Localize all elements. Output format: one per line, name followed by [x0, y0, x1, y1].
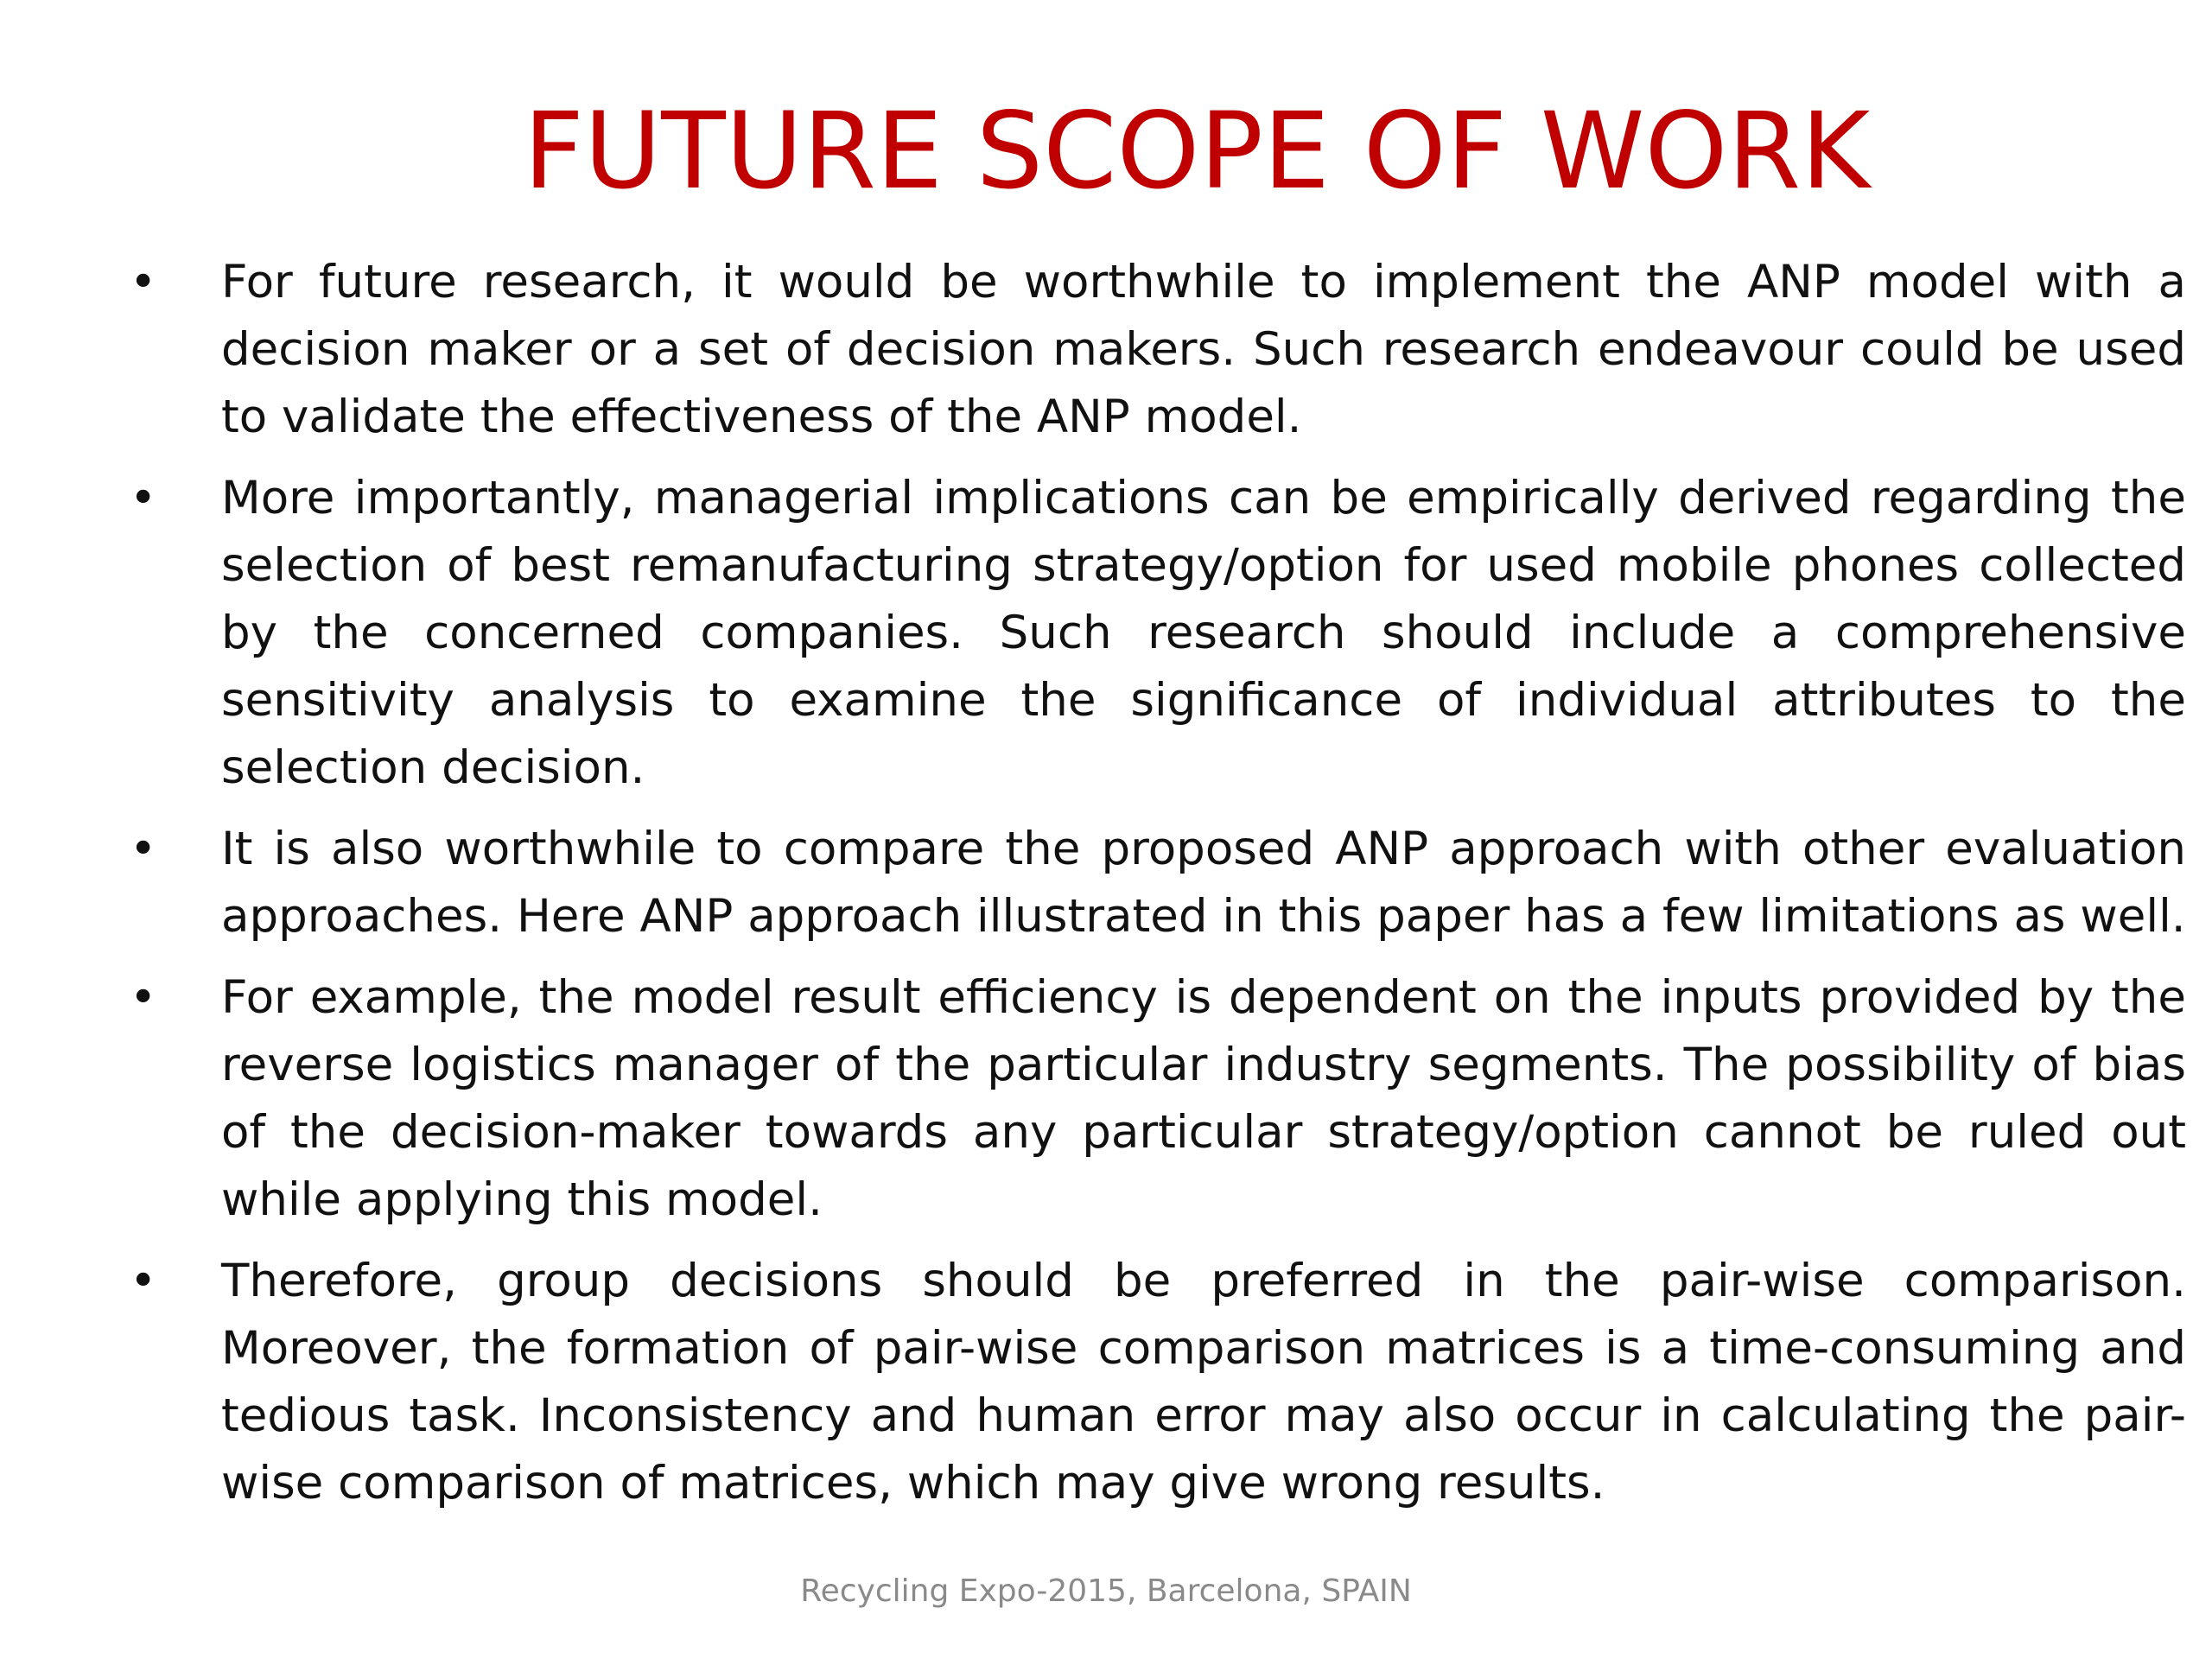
bullet-dot-icon: • — [130, 971, 157, 1024]
title-container — [0, 86, 2212, 216]
slide-title: FUTURE SCOPE OF WORK — [523, 90, 1871, 213]
bullet-text: For example, the model result efficiency is dependent on the inputs provided by the reverse logistics manager of the particular industry segments. The possibility of bias of the decision-maker towards any particular strategy/option cannot be ruled out while applying this model. — [221, 971, 2186, 1226]
bullet-item — [130, 964, 2186, 1234]
bullet-dot-icon: • — [130, 823, 157, 875]
bullet-text: It is also worthwhile to compare the proposed ANP approach with other evaluation approaches. Here ANP approach illustrated in this paper has a few limitations as well. — [221, 823, 2186, 943]
bullet-dot-icon: • — [130, 472, 157, 524]
bullet-text: For future research, it would be worthwhile to implement the ANP model with a decision maker or a set of decision makers. Such research endeavour could be used to validate the effectiveness of the ANP model. — [221, 256, 2186, 443]
bullet-dot-icon: • — [130, 1255, 157, 1307]
bullet-dot-icon: • — [130, 256, 157, 308]
bullet-item — [130, 249, 2186, 451]
bullet-text: More importantly, managerial implications can be empirically derived regarding the selection of best remanufacturing strategy/option for used mobile phones collected by the concerned companies. Such research should include a comprehensive sensitivity analysis to examine the significance of individual attributes to the selection decision. — [221, 472, 2186, 794]
bullet-item — [130, 1248, 2186, 1517]
bullet-list — [130, 249, 2186, 1531]
slide-footer: Recycling Expo-2015, Barcelona, SPAIN — [800, 1573, 1412, 1609]
bullet-text: Therefore, group decisions should be preferred in the pair-wise comparison. Moreover, the formation of pair-wise comparison matrices is a time-consuming and tedious task. Inconsistency and human error may also occur in calculating the pair-wise comparison of matrices, which may give wrong results. — [221, 1255, 2186, 1510]
bullet-item — [130, 816, 2186, 950]
bullet-item — [130, 465, 2186, 802]
